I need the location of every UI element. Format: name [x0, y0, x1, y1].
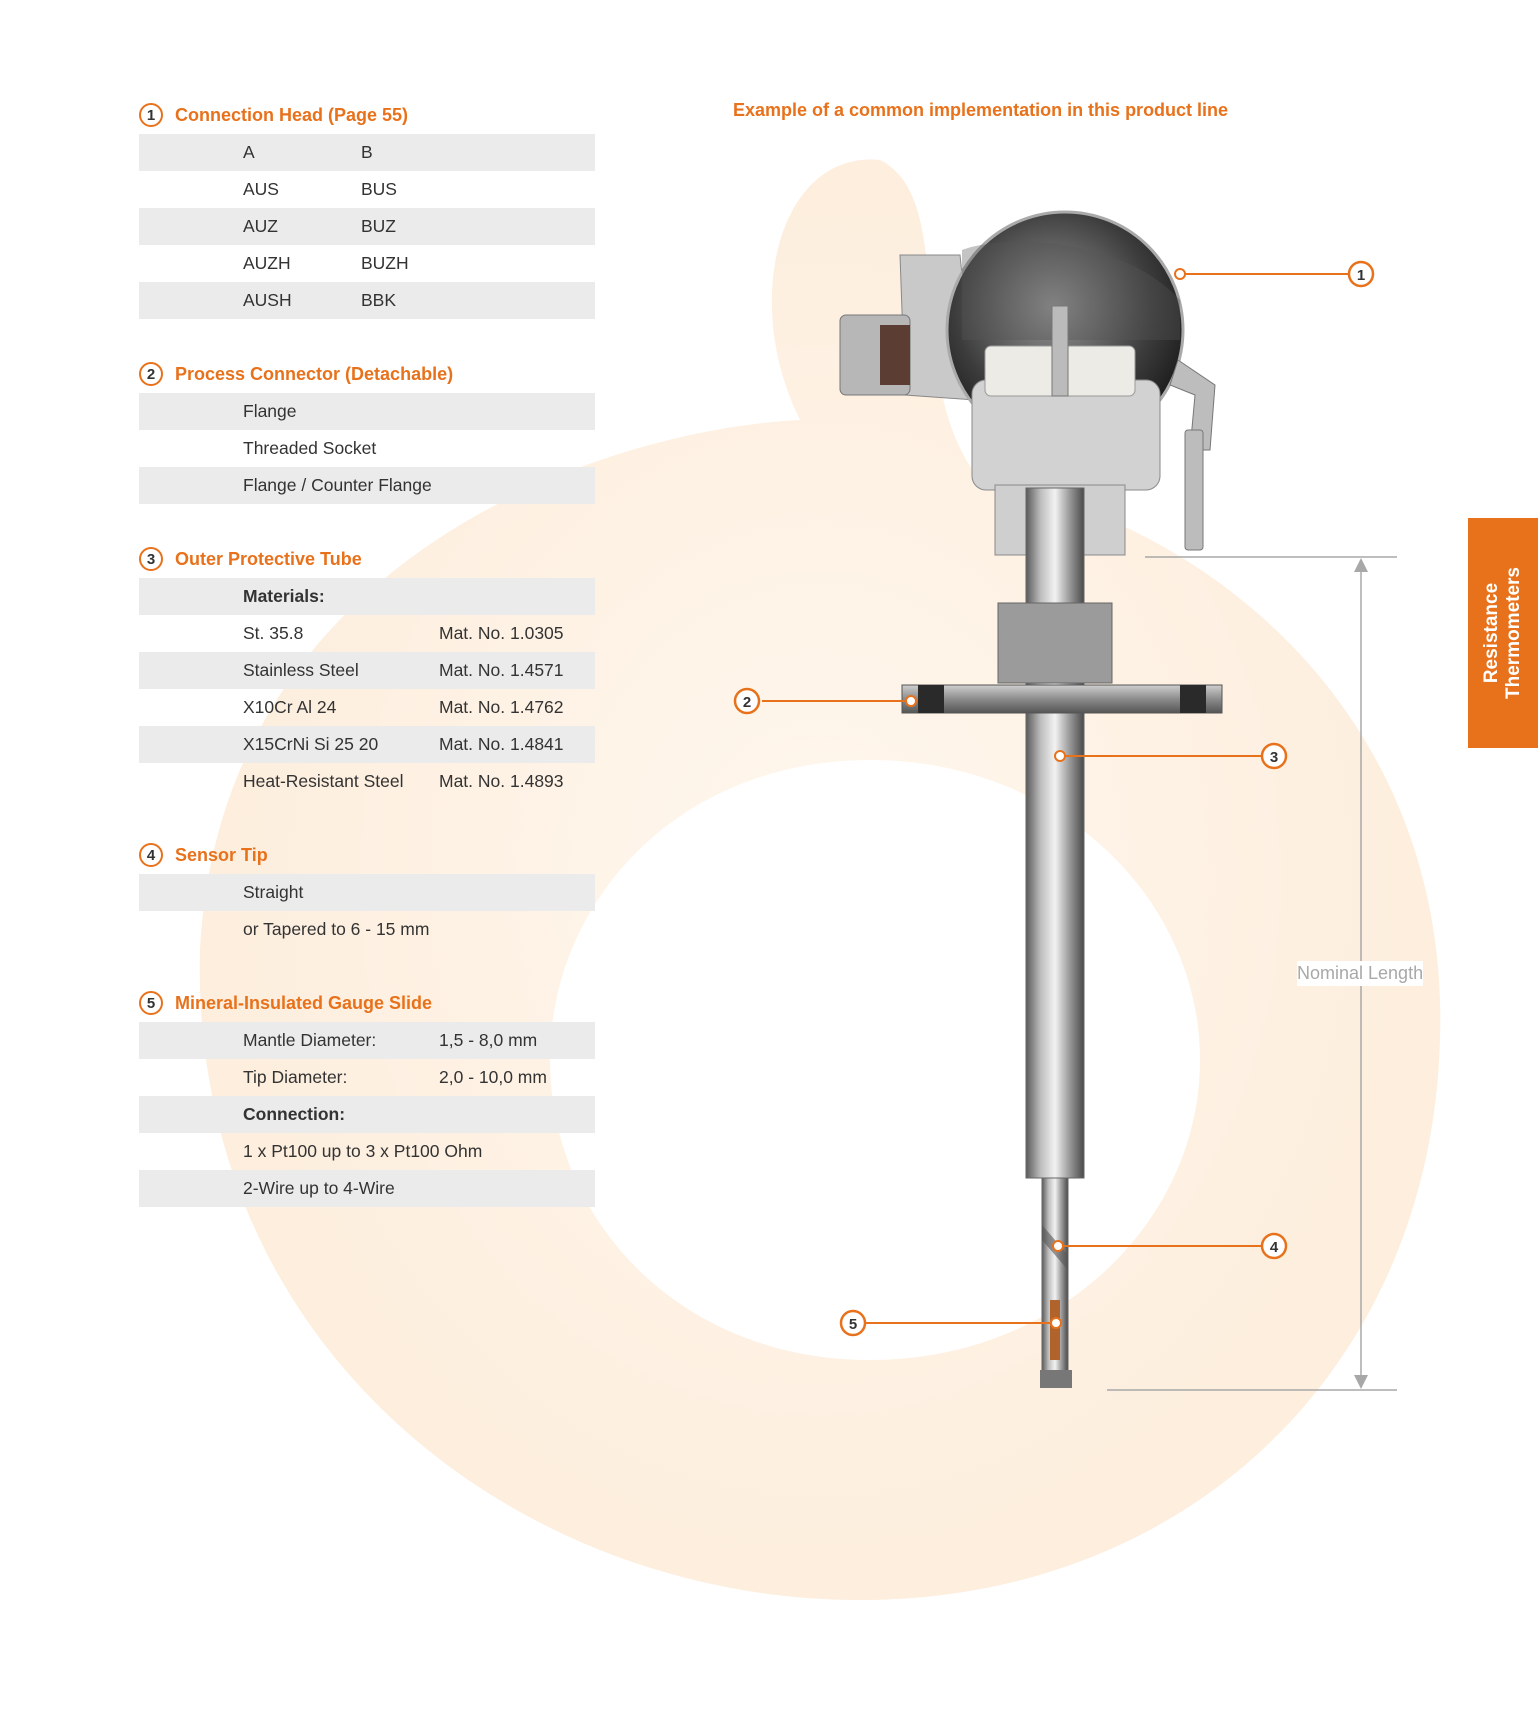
- material-name: Heat-Resistant Steel: [243, 771, 404, 791]
- cell-b: B: [361, 142, 373, 162]
- material-number: Mat. No. 1.4841: [439, 734, 564, 754]
- callout-1-badge: [1349, 262, 1373, 286]
- tip-diameter-value: 2,0 - 10,0 mm: [439, 1067, 547, 1087]
- cell-a: AUZH: [243, 253, 291, 273]
- cell-a: AUSH: [243, 290, 292, 310]
- material-name: X15CrNi Si 25 20: [243, 734, 379, 754]
- section-title: Mineral-Insulated Gauge Slide: [175, 992, 433, 1013]
- material-number: Mat. No. 1.4762: [439, 697, 564, 717]
- cell-b: BBK: [361, 290, 397, 310]
- cell: Straight: [243, 882, 304, 902]
- cell: Threaded Socket: [243, 438, 377, 458]
- flange-illustration: [902, 603, 1222, 713]
- callout-3-badge: [1262, 744, 1286, 768]
- cell-b: BUZH: [361, 253, 409, 273]
- cell: 2-Wire up to 4-Wire: [243, 1178, 395, 1198]
- cell-a: AUZ: [243, 216, 278, 236]
- material-name: St. 35.8: [243, 623, 304, 643]
- cell-a: AUS: [243, 179, 279, 199]
- connection-label: Connection:: [243, 1104, 346, 1124]
- cell: Flange / Counter Flange: [243, 475, 432, 495]
- material-name: Stainless Steel: [243, 660, 359, 680]
- cell-b: BUZ: [361, 216, 396, 236]
- cell: or Tapered to 6 - 15 mm: [243, 919, 430, 939]
- section-title: Process Connector (Detachable): [175, 363, 454, 384]
- callout-4-badge: [1262, 1234, 1286, 1258]
- section-number-4: 4: [139, 843, 163, 867]
- nominal-length-label: Nominal Length: [1297, 961, 1423, 986]
- cell: 1 x Pt100 up to 3 x Pt100 Ohm: [243, 1141, 483, 1161]
- mantle-diameter-value: 1,5 - 8,0 mm: [439, 1030, 538, 1050]
- material-number: Mat. No. 1.4893: [439, 771, 564, 791]
- section-number-3: 3: [139, 547, 163, 571]
- section-number-2: 2: [139, 362, 163, 386]
- section-tab-line-2: Thermometers: [1503, 567, 1524, 699]
- cell-a: A: [243, 142, 255, 162]
- callout-5-label: 5: [848, 1316, 858, 1333]
- callout-1-label: 1: [1356, 267, 1366, 284]
- material-number: Mat. No. 1.0305: [439, 623, 564, 643]
- callout-4-label: 4: [1269, 1239, 1279, 1256]
- materials-label: Materials:: [243, 586, 325, 606]
- example-caption: Example of a common implementation in this product line: [733, 100, 1229, 120]
- cell-b: BUS: [361, 179, 397, 199]
- section-tab: [1468, 518, 1538, 748]
- callout-5-badge: [841, 1311, 865, 1335]
- callout-3-label: 3: [1269, 749, 1279, 766]
- section-number-5: 5: [139, 991, 163, 1015]
- section-title: Sensor Tip: [175, 844, 268, 865]
- section-title: Connection Head (Page 55): [175, 104, 409, 125]
- material-name: X10Cr Al 24: [243, 697, 337, 717]
- section-number-1: 1: [139, 103, 163, 127]
- callout-2-label: 2: [742, 694, 752, 711]
- cell: Flange: [243, 401, 297, 421]
- section-tab-line-1: Resistance: [1481, 582, 1502, 684]
- section-tab-label: [1481, 567, 1525, 699]
- callout-2-badge: [735, 689, 759, 713]
- material-number: Mat. No. 1.4571: [439, 660, 564, 680]
- section-title: Outer Protective Tube: [175, 548, 362, 569]
- tip-diameter-label: Tip Diameter:: [243, 1067, 348, 1087]
- mantle-diameter-label: Mantle Diameter:: [243, 1030, 377, 1050]
